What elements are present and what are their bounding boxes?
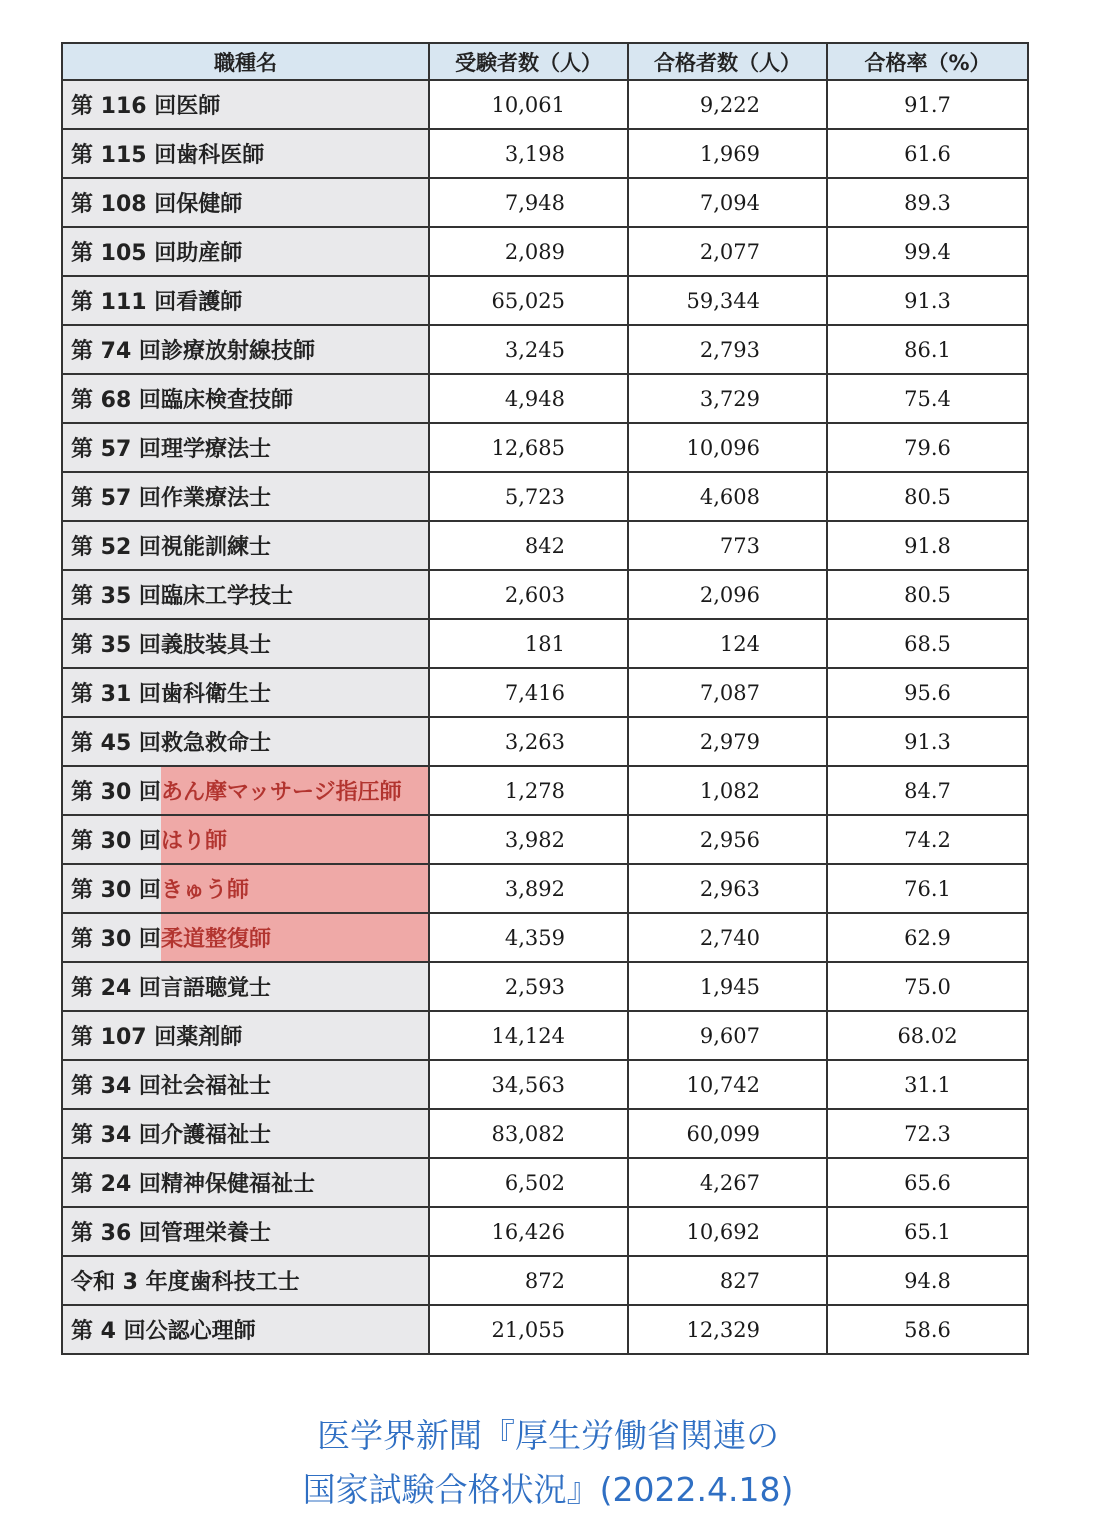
exam-round: 第 24 回 bbox=[71, 976, 161, 1001]
occupation bbox=[63, 669, 428, 716]
pass-rate-cell: 80.5 bbox=[827, 472, 1028, 521]
occupation bbox=[63, 179, 428, 226]
occupation-cell bbox=[62, 276, 429, 325]
occupation-cell bbox=[62, 717, 429, 766]
pass-rate-cell: 89.3 bbox=[827, 178, 1028, 227]
examinees-cell: 12,685 bbox=[429, 423, 628, 472]
passed-cell: 60,099 bbox=[628, 1109, 827, 1158]
table-row bbox=[62, 1256, 1028, 1305]
exam-round: 第 30 回 bbox=[71, 780, 161, 805]
occupation-cell bbox=[62, 619, 429, 668]
occupation bbox=[63, 1110, 428, 1157]
table-row bbox=[62, 80, 1028, 129]
examinees-cell: 2,603 bbox=[429, 570, 628, 619]
table-row bbox=[62, 1109, 1028, 1158]
occupation bbox=[63, 1208, 428, 1255]
occupation bbox=[63, 963, 428, 1010]
passed-cell: 1,945 bbox=[628, 962, 827, 1011]
exam-round: 第 111 回 bbox=[71, 290, 177, 315]
exam-name: 臨床工学技士 bbox=[160, 584, 293, 609]
examinees-cell: 83,082 bbox=[429, 1109, 628, 1158]
highlighted-occupation bbox=[63, 816, 428, 863]
pass-rate-cell: 72.3 bbox=[827, 1109, 1028, 1158]
occupation-cell bbox=[62, 374, 429, 423]
passed-cell: 12,329 bbox=[628, 1305, 827, 1354]
exam-round: 第 105 回 bbox=[71, 241, 177, 266]
exam-name: 義肢装具士 bbox=[160, 633, 271, 658]
passed-cell: 2,793 bbox=[628, 325, 827, 374]
exam-round: 第 57 回 bbox=[71, 437, 161, 462]
caption-line-2: 国家試験合格状況』(2022.4.18) bbox=[302, 1470, 794, 1509]
pass-rate-cell: 65.1 bbox=[827, 1207, 1028, 1256]
exam-round: 第 35 回 bbox=[71, 633, 161, 658]
header-row bbox=[62, 43, 1028, 80]
exam-round: 第 30 回 bbox=[71, 927, 161, 952]
passed-cell: 2,963 bbox=[628, 864, 827, 913]
occupation-cell bbox=[62, 1011, 429, 1060]
table-row bbox=[62, 864, 1028, 913]
occupation bbox=[63, 718, 428, 765]
exam-round: 第 35 回 bbox=[71, 584, 161, 609]
occupation-cell bbox=[62, 668, 429, 717]
examinees-cell: 5,723 bbox=[429, 472, 628, 521]
passed-cell: 4,267 bbox=[628, 1158, 827, 1207]
examinees-cell: 3,198 bbox=[429, 129, 628, 178]
examinees-cell: 2,593 bbox=[429, 962, 628, 1011]
table-row bbox=[62, 766, 1028, 815]
table-row bbox=[62, 129, 1028, 178]
exam-round: 第 68 回 bbox=[71, 388, 161, 413]
examinees-cell: 181 bbox=[429, 619, 628, 668]
occupation bbox=[63, 424, 428, 471]
occupation bbox=[63, 473, 428, 520]
table-row bbox=[62, 227, 1028, 276]
exam-name: 理学療法士 bbox=[160, 437, 271, 462]
table-row bbox=[62, 423, 1028, 472]
pass-rate-cell: 95.6 bbox=[827, 668, 1028, 717]
occupation-cell bbox=[62, 325, 429, 374]
occupation bbox=[63, 571, 428, 618]
exam-round: 第 24 回 bbox=[71, 1172, 161, 1197]
exam-name: 助産師 bbox=[176, 241, 243, 266]
examinees-cell: 3,263 bbox=[429, 717, 628, 766]
occupation bbox=[63, 1012, 428, 1059]
pass-rate-cell: 91.7 bbox=[827, 80, 1028, 129]
exam-name: 救急救命士 bbox=[160, 731, 271, 756]
occupation bbox=[63, 326, 428, 373]
examinees-cell: 7,948 bbox=[429, 178, 628, 227]
pass-rate-cell: 75.0 bbox=[827, 962, 1028, 1011]
occupation-cell bbox=[62, 913, 429, 962]
exam-round: 第 34 回 bbox=[71, 1123, 161, 1148]
occupation bbox=[63, 81, 428, 128]
exam-round: 第 30 回 bbox=[71, 829, 161, 854]
occupation-cell bbox=[62, 570, 429, 619]
occupation bbox=[63, 620, 428, 667]
occupation-cell bbox=[62, 864, 429, 913]
passed-cell: 9,607 bbox=[628, 1011, 827, 1060]
occupation-cell bbox=[62, 129, 429, 178]
occupation-cell bbox=[62, 423, 429, 472]
occupation-cell bbox=[62, 1060, 429, 1109]
examinees-cell: 2,089 bbox=[429, 227, 628, 276]
table-row bbox=[62, 1158, 1028, 1207]
exam-name: 公認心理師 bbox=[145, 1319, 256, 1344]
exam-round: 第 74 回 bbox=[71, 339, 161, 364]
exam-name: 診療放射線技師 bbox=[160, 339, 315, 364]
exam-round: 第 116 回 bbox=[71, 94, 177, 119]
occupation-cell bbox=[62, 1158, 429, 1207]
exam-name: はり師 bbox=[161, 816, 428, 863]
occupation-cell bbox=[62, 1109, 429, 1158]
exam-round: 第 36 回 bbox=[71, 1221, 161, 1246]
pass-rate-cell: 75.4 bbox=[827, 374, 1028, 423]
passed-cell: 1,082 bbox=[628, 766, 827, 815]
pass-rate-cell: 31.1 bbox=[827, 1060, 1028, 1109]
examinees-cell: 842 bbox=[429, 521, 628, 570]
exam-name: 柔道整復師 bbox=[161, 914, 428, 961]
pass-rate-cell: 61.6 bbox=[827, 129, 1028, 178]
examinees-cell: 872 bbox=[429, 1256, 628, 1305]
examinees-cell: 6,502 bbox=[429, 1158, 628, 1207]
exam-name: 社会福祉士 bbox=[160, 1074, 271, 1099]
occupation-cell bbox=[62, 472, 429, 521]
examinees-cell: 10,061 bbox=[429, 80, 628, 129]
examinees-cell: 4,948 bbox=[429, 374, 628, 423]
exam-name: 医師 bbox=[176, 94, 221, 119]
pass-rate-cell: 86.1 bbox=[827, 325, 1028, 374]
occupation-cell bbox=[62, 766, 429, 815]
exam-results-table-container bbox=[61, 42, 1027, 1355]
table-row bbox=[62, 276, 1028, 325]
table-row bbox=[62, 815, 1028, 864]
table-row bbox=[62, 472, 1028, 521]
pass-rate-cell: 94.8 bbox=[827, 1256, 1028, 1305]
exam-round: 第 30 回 bbox=[71, 878, 161, 903]
table-header bbox=[62, 43, 1028, 80]
exam-round: 令和 3 年度 bbox=[71, 1270, 190, 1295]
occupation-cell bbox=[62, 80, 429, 129]
pass-rate-cell: 68.5 bbox=[827, 619, 1028, 668]
exam-round: 第 52 回 bbox=[71, 535, 161, 560]
exam-round: 第 107 回 bbox=[71, 1025, 177, 1050]
passed-cell: 827 bbox=[628, 1256, 827, 1305]
exam-round: 第 115 回 bbox=[71, 143, 177, 168]
occupation-cell bbox=[62, 1207, 429, 1256]
exam-name: 作業療法士 bbox=[160, 486, 271, 511]
pass-rate-cell: 91.3 bbox=[827, 717, 1028, 766]
occupation bbox=[63, 277, 428, 324]
table-row bbox=[62, 325, 1028, 374]
examinees-cell: 14,124 bbox=[429, 1011, 628, 1060]
passed-cell: 2,979 bbox=[628, 717, 827, 766]
occupation bbox=[63, 375, 428, 422]
pass-rate-cell: 76.1 bbox=[827, 864, 1028, 913]
header-occupation: 職種名 bbox=[62, 43, 429, 80]
examinees-cell: 16,426 bbox=[429, 1207, 628, 1256]
occupation bbox=[63, 1061, 428, 1108]
exam-name: 歯科衛生士 bbox=[160, 682, 271, 707]
exam-name: 介護福祉士 bbox=[160, 1123, 271, 1148]
exam-results-table bbox=[61, 42, 1029, 1355]
examinees-cell: 3,982 bbox=[429, 815, 628, 864]
passed-cell: 773 bbox=[628, 521, 827, 570]
table-row bbox=[62, 717, 1028, 766]
pass-rate-cell: 58.6 bbox=[827, 1305, 1028, 1354]
table-row bbox=[62, 570, 1028, 619]
examinees-cell: 3,892 bbox=[429, 864, 628, 913]
occupation-cell bbox=[62, 1256, 429, 1305]
exam-round: 第 4 回 bbox=[71, 1319, 146, 1344]
pass-rate-cell: 91.8 bbox=[827, 521, 1028, 570]
pass-rate-cell: 80.5 bbox=[827, 570, 1028, 619]
highlighted-occupation bbox=[63, 767, 428, 814]
exam-name: 歯科医師 bbox=[176, 143, 265, 168]
exam-round: 第 34 回 bbox=[71, 1074, 161, 1099]
occupation-cell bbox=[62, 1305, 429, 1354]
pass-rate-cell: 68.02 bbox=[827, 1011, 1028, 1060]
header-pass-rate: 合格率（%） bbox=[827, 43, 1028, 80]
passed-cell: 10,742 bbox=[628, 1060, 827, 1109]
caption-line-1: 医学界新聞『厚生労働省関連の bbox=[317, 1416, 779, 1455]
pass-rate-cell: 79.6 bbox=[827, 423, 1028, 472]
passed-cell: 10,096 bbox=[628, 423, 827, 472]
passed-cell: 2,740 bbox=[628, 913, 827, 962]
table-row bbox=[62, 668, 1028, 717]
table-row bbox=[62, 1011, 1028, 1060]
table-row bbox=[62, 374, 1028, 423]
examinees-cell: 7,416 bbox=[429, 668, 628, 717]
table-body bbox=[62, 80, 1028, 1354]
exam-round: 第 45 回 bbox=[71, 731, 161, 756]
passed-cell: 3,729 bbox=[628, 374, 827, 423]
occupation-cell bbox=[62, 521, 429, 570]
pass-rate-cell: 62.9 bbox=[827, 913, 1028, 962]
exam-name: 看護師 bbox=[176, 290, 243, 315]
exam-name: 保健師 bbox=[176, 192, 243, 217]
exam-name: 精神保健福祉士 bbox=[160, 1172, 315, 1197]
exam-name: 管理栄養士 bbox=[160, 1221, 271, 1246]
table-row bbox=[62, 178, 1028, 227]
exam-round: 第 57 回 bbox=[71, 486, 161, 511]
passed-cell: 9,222 bbox=[628, 80, 827, 129]
examinees-cell: 65,025 bbox=[429, 276, 628, 325]
table-row bbox=[62, 521, 1028, 570]
pass-rate-cell: 65.6 bbox=[827, 1158, 1028, 1207]
table-row bbox=[62, 619, 1028, 668]
passed-cell: 1,969 bbox=[628, 129, 827, 178]
exam-round: 第 108 回 bbox=[71, 192, 177, 217]
passed-cell: 7,087 bbox=[628, 668, 827, 717]
exam-name: あん摩マッサージ指圧師 bbox=[161, 767, 428, 814]
header-passed: 合格者数（人） bbox=[628, 43, 827, 80]
passed-cell: 2,096 bbox=[628, 570, 827, 619]
header-examinees: 受験者数（人） bbox=[429, 43, 628, 80]
pass-rate-cell: 74.2 bbox=[827, 815, 1028, 864]
pass-rate-cell: 91.3 bbox=[827, 276, 1028, 325]
exam-name: 視能訓練士 bbox=[160, 535, 271, 560]
passed-cell: 4,608 bbox=[628, 472, 827, 521]
table-row bbox=[62, 913, 1028, 962]
table-row bbox=[62, 962, 1028, 1011]
occupation-cell bbox=[62, 815, 429, 864]
table-row bbox=[62, 1060, 1028, 1109]
occupation-cell bbox=[62, 227, 429, 276]
occupation bbox=[63, 1257, 428, 1304]
exam-name: きゅう師 bbox=[161, 865, 428, 912]
exam-name: 臨床検査技師 bbox=[160, 388, 293, 413]
passed-cell: 59,344 bbox=[628, 276, 827, 325]
exam-name: 言語聴覚士 bbox=[160, 976, 271, 1001]
passed-cell: 124 bbox=[628, 619, 827, 668]
table-row bbox=[62, 1207, 1028, 1256]
pass-rate-cell: 99.4 bbox=[827, 227, 1028, 276]
passed-cell: 10,692 bbox=[628, 1207, 827, 1256]
exam-name: 歯科技工士 bbox=[189, 1270, 300, 1295]
occupation bbox=[63, 130, 428, 177]
pass-rate-cell: 84.7 bbox=[827, 766, 1028, 815]
occupation-cell bbox=[62, 962, 429, 1011]
examinees-cell: 1,278 bbox=[429, 766, 628, 815]
passed-cell: 7,094 bbox=[628, 178, 827, 227]
examinees-cell: 3,245 bbox=[429, 325, 628, 374]
exam-round: 第 31 回 bbox=[71, 682, 161, 707]
passed-cell: 2,956 bbox=[628, 815, 827, 864]
examinees-cell: 34,563 bbox=[429, 1060, 628, 1109]
highlighted-occupation bbox=[63, 914, 428, 961]
occupation bbox=[63, 522, 428, 569]
occupation bbox=[63, 1306, 428, 1353]
examinees-cell: 4,359 bbox=[429, 913, 628, 962]
occupation-cell bbox=[62, 178, 429, 227]
passed-cell: 2,077 bbox=[628, 227, 827, 276]
exam-name: 薬剤師 bbox=[176, 1025, 243, 1050]
highlighted-occupation bbox=[63, 865, 428, 912]
table-row bbox=[62, 1305, 1028, 1354]
examinees-cell: 21,055 bbox=[429, 1305, 628, 1354]
occupation bbox=[63, 228, 428, 275]
occupation bbox=[63, 1159, 428, 1206]
